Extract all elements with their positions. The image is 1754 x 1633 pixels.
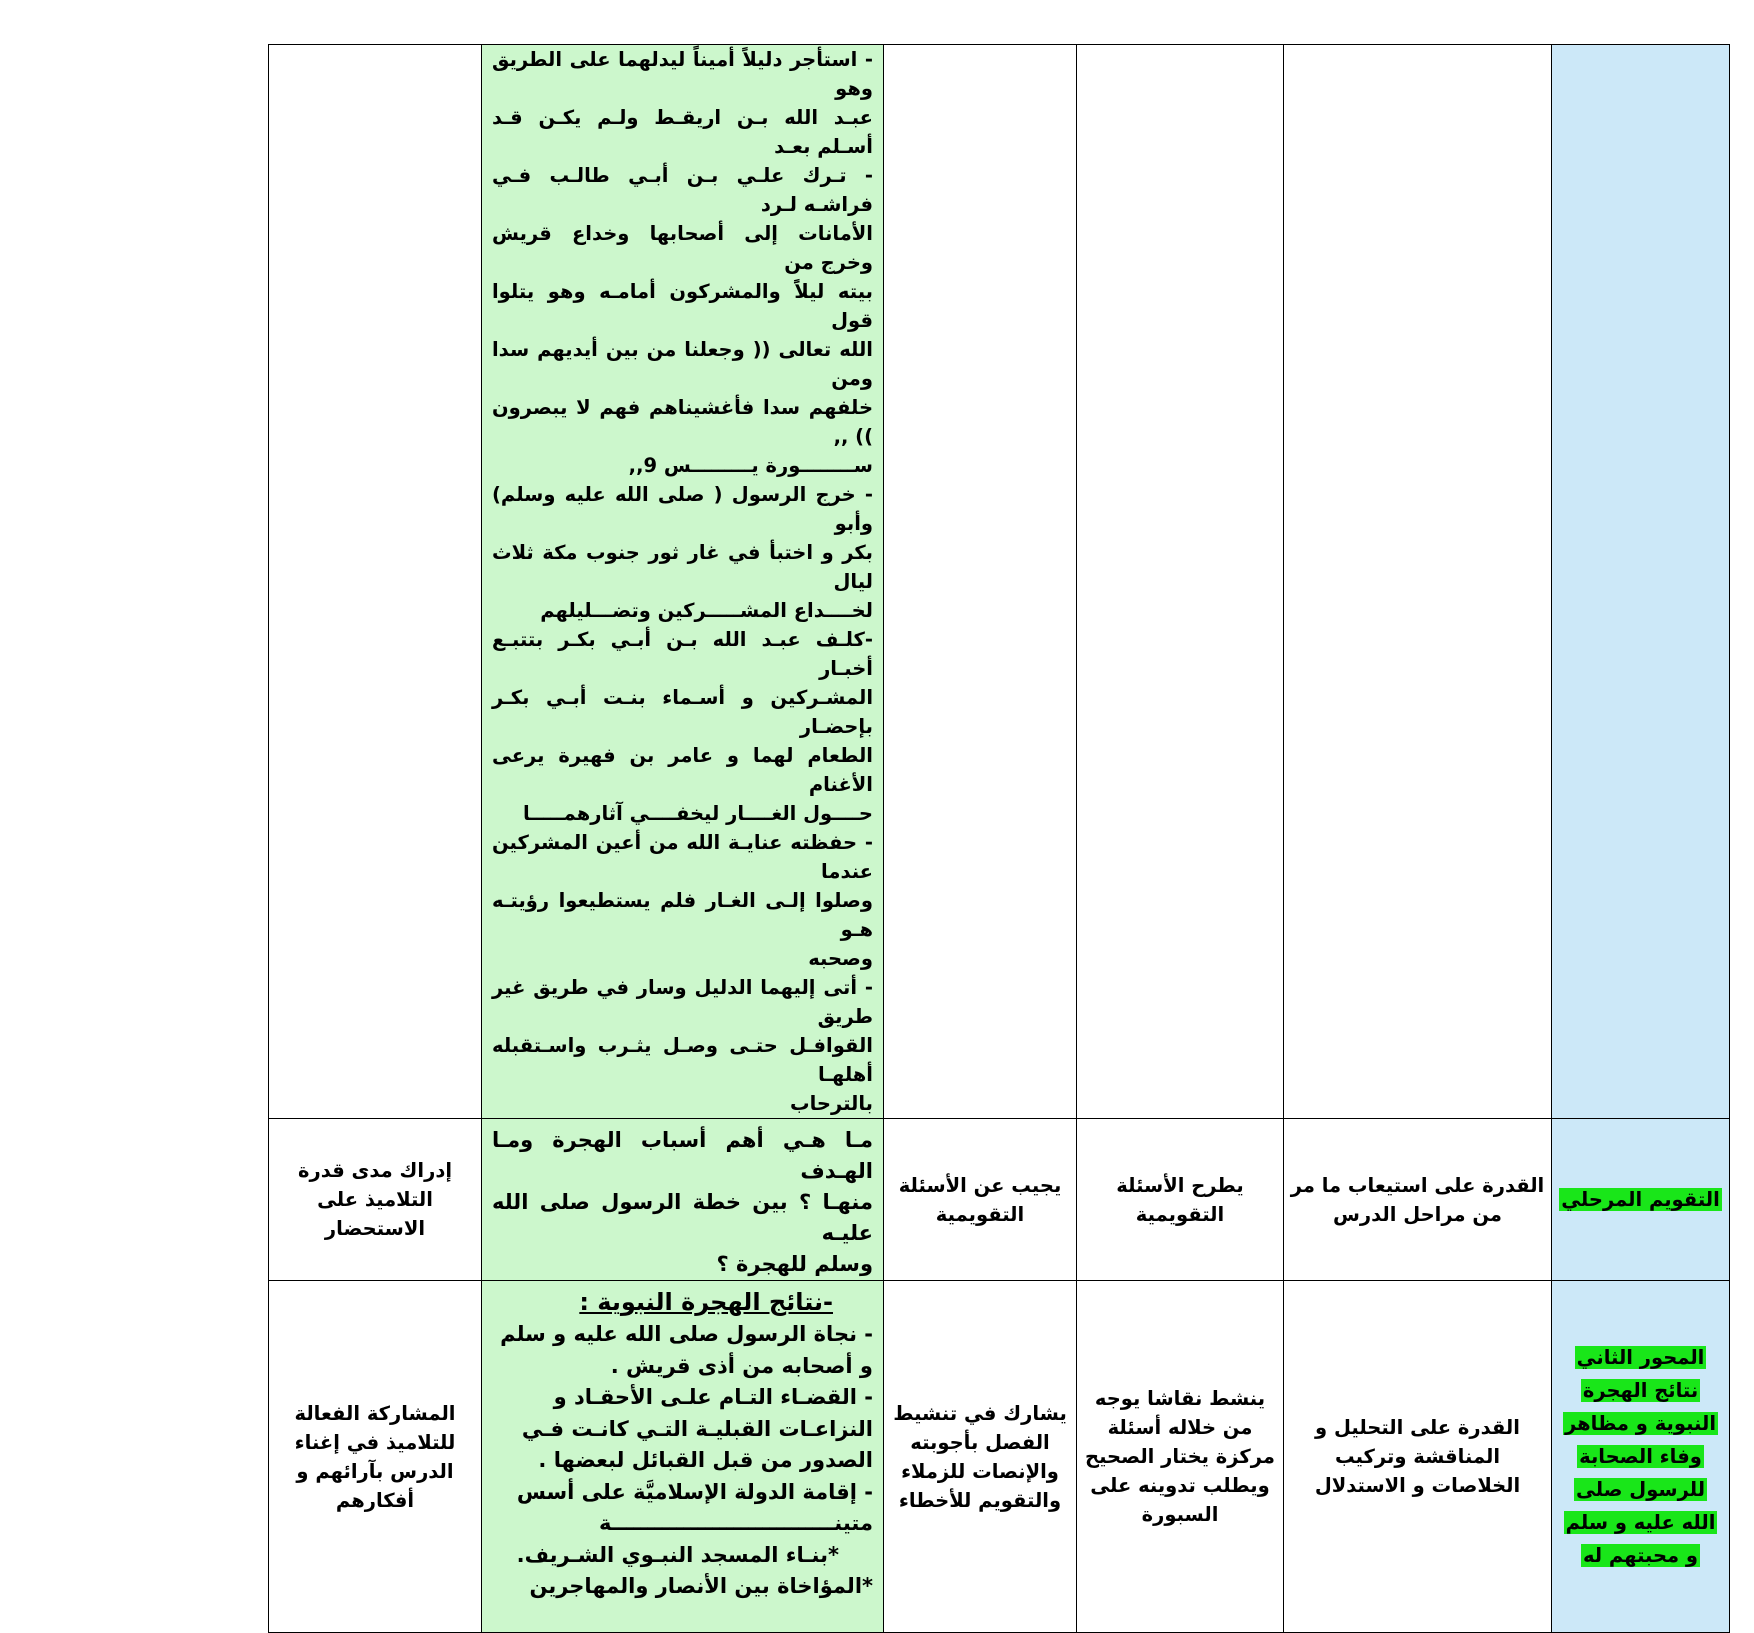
content-line: النزاعـات القبليـة التـي كانـت فـي xyxy=(521,1416,873,1441)
content-line: - حفظته عنايـة الله من أعين المشركين عندما xyxy=(492,831,873,883)
axis-label: المحور الثاني نتائج الهجرة النبوية و مظاهر وفاء الصحابة للرسول صلى الله عليه و سلم و محبتهم له xyxy=(1564,1346,1717,1567)
teacher-activity-text: يطرح الأسئلة التقويمية xyxy=(1116,1173,1244,1226)
content-line: خلفهم سدا فأغشيناهم فهم لا يبصرون )) ,, xyxy=(492,396,873,448)
student-activity-text: يشارك في تنشيط الفصل بأجوبته والإنصات للزملاء والتقويم للأخطاء xyxy=(893,1401,1067,1512)
content-line: المشـركين و أسـماء بنـت أبـي بكـر بإحضـار xyxy=(492,686,873,738)
content-line: بكر و اختبأ في غار ثور جنوب مكة ثلاث ليال xyxy=(492,541,873,593)
content-line: - أتى إليهما الدليل وسار في طريق غير طريق xyxy=(492,976,873,1028)
content-line: - نجاة الرسول صلى الله عليه و سلم xyxy=(500,1322,873,1346)
content-line: الصدور من قبل القبائل لبعضها . xyxy=(538,1448,873,1472)
student-activity-text: يجيب عن الأسئلة التقويمية xyxy=(898,1173,1062,1226)
competency-cell xyxy=(1284,1119,1552,1281)
content-line: الله تعالى (( وجعلنا من بين أيديهم سدا ومن xyxy=(492,338,873,390)
content-line: -كلـف عبـد الله بـن أبـي بكـر بتتبـع أخبـار xyxy=(492,628,873,680)
content-line: لخــــداع المشـــــركين وتضـــليلهم xyxy=(540,599,873,622)
content-line: وصحبه xyxy=(808,947,873,970)
competency-cell xyxy=(1284,45,1552,1119)
content-line: القوافـل حتـى وصـل يثـرب واسـتقبله أهلهـا xyxy=(492,1034,873,1086)
content-line: - خرج الرسول ( صلى الله عليه وسلم) وأبو xyxy=(492,483,873,535)
competency-text: القدرة على التحليل و المناقشة وتركيب الخلاصات و الاستدلال xyxy=(1314,1416,1521,1497)
table-row xyxy=(269,1281,1730,1633)
axis-label: التقويم المرحلي xyxy=(1561,1188,1720,1211)
axis-cell xyxy=(1552,1281,1730,1633)
content-line: *المؤاخاة بين الأنصار والمهاجرين xyxy=(529,1574,873,1598)
table-row xyxy=(269,45,1730,1119)
teacher-activity-cell xyxy=(1077,1119,1284,1281)
teacher-activity-text: ينشط نقاشا يوجه من خلاله أسئلة مركزة يختار الصحيح ويطلب تدوينه على السبورة xyxy=(1085,1387,1275,1526)
student-activity-cell xyxy=(884,45,1077,1119)
lesson-plan-table xyxy=(268,44,1730,1633)
content-title: -نتائج الهجرة النبوية : xyxy=(579,1288,833,1316)
content-line: و أصحابه من أذى قريش . xyxy=(610,1353,873,1378)
content-line: بالترحاب xyxy=(789,1092,873,1115)
content-line: مـا هـي أهم أسباب الهجرة ومـا الهـدف xyxy=(492,1128,873,1183)
content-cell xyxy=(482,1119,884,1281)
content-line: ســــــــورة يـــــــــس 9,, xyxy=(628,454,873,477)
content-line: وسلم للهجرة ؟ xyxy=(716,1252,873,1276)
content-cell xyxy=(482,1281,884,1633)
assessment-cell xyxy=(269,45,482,1119)
assessment-text: المشاركة الفعالة للتلاميذ في إغناء الدرس بآرائهم و أفكارهم xyxy=(294,1401,456,1512)
competency-text: القدرة على استيعاب ما مر من مراحل الدرس xyxy=(1290,1173,1545,1226)
content-line: وصلوا إلـى الغـار فلم يستطيعوا رؤيتـه هـو xyxy=(492,889,873,941)
content-line: الأمانات إلى أصحابها وخداع قريش وخرج من xyxy=(492,222,873,274)
content-line: *بنـاء المسجد النبـوي الشـريف. xyxy=(516,1542,839,1567)
content-line: متينـــــــــــــــــــــــــــــــة xyxy=(599,1511,873,1535)
content-line: - القضـاء التـام علـى الأحقـاد و xyxy=(553,1385,873,1409)
content-line: الطعام لهما و عامر بن فهيرة يرعى الأغنام xyxy=(492,744,873,796)
table-row xyxy=(269,1119,1730,1281)
content-line: عبـد الله بـن اريقـط ولـم يكـن قـد أسـلم بعـد xyxy=(492,106,873,158)
assessment-cell xyxy=(269,1119,482,1281)
content-line: - إقامة الدولة الإسلاميَّة على أسس xyxy=(516,1479,873,1504)
content-line: - استأجر دليلاً أميناً ليدلهما على الطريق وهو xyxy=(492,48,873,100)
student-activity-cell xyxy=(884,1119,1077,1281)
competency-cell xyxy=(1284,1281,1552,1633)
axis-cell xyxy=(1552,1119,1730,1281)
student-activity-cell xyxy=(884,1281,1077,1633)
assessment-text: إدراك مدى قدرة التلاميذ على الاستحضار xyxy=(297,1159,453,1240)
assessment-cell xyxy=(269,1281,482,1633)
teacher-activity-cell xyxy=(1077,45,1284,1119)
teacher-activity-cell xyxy=(1077,1281,1284,1633)
content-line: - تـرك علـي بـن أبـي طالـب فـي فراشـه لـرد xyxy=(492,164,873,216)
content-line: حــــول الغــــار ليخفــــي آثارهمـــــا xyxy=(522,802,873,825)
axis-cell xyxy=(1552,45,1730,1119)
content-line: بيته ليلاًَ والمشركون أمامـه وهو يتلوا قول xyxy=(492,280,873,332)
content-cell xyxy=(482,45,884,1119)
content-line: منهـا ؟ بين خطة الرسول صلى الله عليـه xyxy=(492,1190,873,1245)
